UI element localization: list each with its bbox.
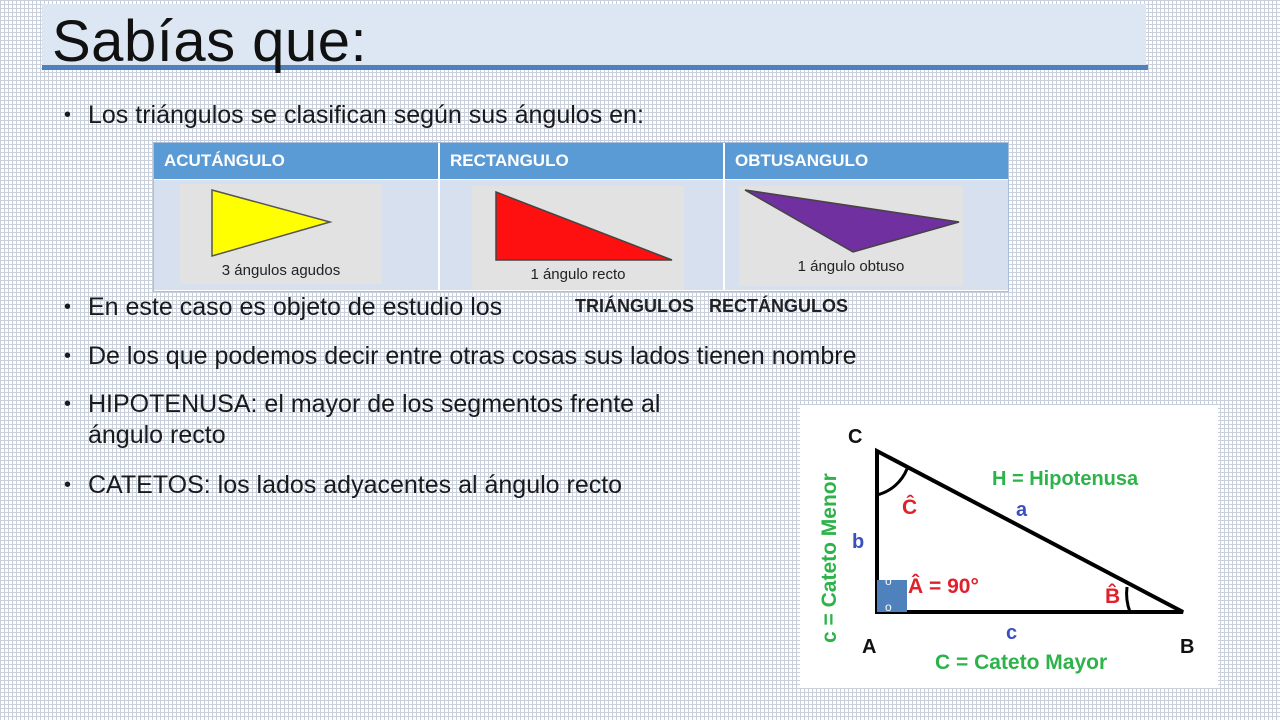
obtuse-triangle-image	[739, 186, 963, 286]
cateto-mayor-label: C = Cateto Mayor	[935, 651, 1108, 674]
table-divider	[723, 143, 725, 291]
right-triangle-diagram	[800, 405, 1218, 688]
right-caption: 1 ángulo recto	[530, 266, 626, 283]
word-triangulos: TRIÁNGULOS	[575, 296, 694, 316]
vertex-a-label: A	[862, 636, 877, 658]
slide-title: Sabías que:	[52, 9, 368, 74]
right-triangle-image	[472, 186, 684, 290]
table-cell-acute	[154, 180, 438, 290]
vertex-c-label: C	[848, 426, 863, 448]
vertex-b-label: B	[1180, 636, 1195, 658]
angle-b-arc	[1127, 587, 1130, 612]
right-angle-square	[877, 580, 907, 612]
acute-triangle-image	[180, 184, 382, 284]
bullet-text: CATETOS: los lados adyacentes al ángulo recto	[88, 471, 623, 499]
table-header-obtuse: OBTUSANGULO	[725, 143, 1008, 179]
bullet-dot: •	[64, 474, 72, 496]
table-header-right: RECTANGULO	[440, 143, 723, 179]
special-words	[575, 296, 858, 317]
bullet-text: Los triángulos se clasifican según sus ángulos en:	[88, 101, 644, 129]
bullet-dot: •	[64, 104, 72, 126]
hypotenuse-label: H = Hipotenusa	[992, 468, 1139, 490]
bullet-text: De los que podemos decir entre otras cosas sus lados tienen nombre	[88, 342, 857, 370]
obtuse-caption: 1 ángulo obtuso	[797, 258, 905, 275]
table-header-acute: ACUTÁNGULO	[154, 143, 438, 179]
bullet-dot: •	[64, 296, 72, 318]
angle-b-label: B̂	[1105, 585, 1121, 608]
angle-c-arc	[877, 469, 907, 495]
bullet-dot: •	[64, 345, 72, 367]
table-cell-obtuse	[725, 180, 1008, 290]
right-angle-mark: o	[885, 600, 892, 614]
bullet-text: HIPOTENUSA: el mayor de los segmentos frente al ángulo recto	[88, 390, 661, 449]
right-angle-mark: o	[885, 574, 892, 588]
triangle-diagram-svg	[800, 405, 1218, 688]
bullet-text: En este caso es objeto de estudio los	[88, 293, 503, 321]
side-c-label: c	[1006, 622, 1018, 644]
acute-caption: 3 ángulos agudos	[221, 262, 341, 279]
table-divider	[438, 143, 440, 291]
angle-c-label: Ĉ	[902, 496, 918, 519]
side-b-label: b	[852, 531, 865, 553]
table-cell-right	[440, 180, 723, 290]
angle-a-label: Â = 90°	[908, 575, 979, 598]
bullet-dot: •	[64, 393, 72, 415]
triangle-classification-table	[153, 142, 1009, 292]
cateto-menor-label: c = Cateto Menor	[818, 473, 841, 643]
side-a-label: a	[1016, 499, 1028, 521]
word-rectangulos: RECTÁNGULOS	[709, 296, 849, 316]
